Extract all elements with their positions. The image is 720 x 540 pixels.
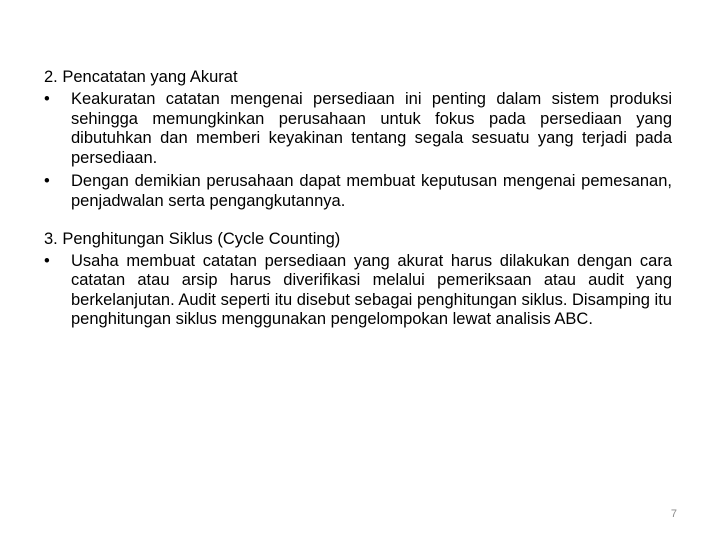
bullet-icon: • (44, 172, 50, 191)
section-heading: 2. Pencatatan yang Akurat (44, 68, 238, 86)
section-pencatatan (44, 66, 672, 212)
list-item (44, 252, 672, 330)
slide-number: 7 (670, 508, 677, 520)
section-heading: 3. Penghitungan Siklus (Cycle Counting) (44, 229, 341, 248)
bullet-icon: • (44, 90, 50, 108)
slide-content (44, 66, 672, 334)
bullet-text: Usaha membuat catatan persediaan yang akurat harus dilakukan dengan cara catatan atau arsip harus diverifikasi melalui pemeriksaan atau audit yang berkelanjutan. Audit seperti itu disebut sebagai penghitungan siklus. Disamping itu penghitungan siklus menggunakan pengelompokan lewat analisis ABC. (71, 251, 672, 329)
bullet-text: Dengan demikian perusahaan dapat membuat keputusan mengenai pemesanan, penjadwalan serta pengangkutannya. (71, 172, 672, 210)
bullet-icon: • (44, 251, 50, 270)
list-item (44, 172, 672, 211)
bullet-list (44, 252, 672, 330)
list-item (44, 90, 672, 168)
bullet-list (44, 90, 672, 212)
bullet-text: Keakuratan catatan mengenai persediaan ini penting dalam sistem produksi sehingga memungkinkan perusahaan untuk fokus pada persediaan yang dibutuhkan dan memberi keyakinan tentang segala sesuatu yang terjadi pada persediaan. (71, 90, 672, 167)
section-cycle-counting (44, 228, 672, 330)
